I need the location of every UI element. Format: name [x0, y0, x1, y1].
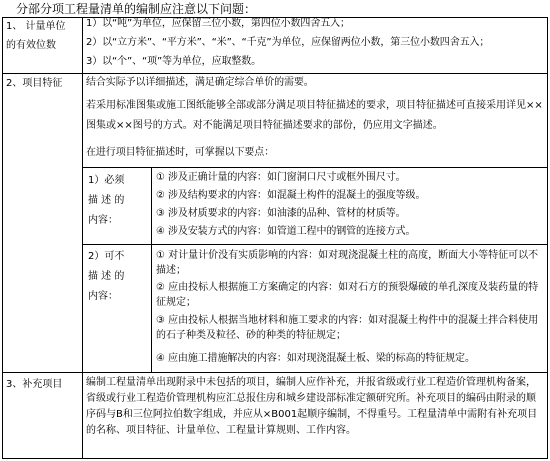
page-title: 分部分项工程量清单的编制应注意以下问题： [16, 2, 257, 16]
sub1-item-2: ② 涉及结构要求的内容：如混凝土构件的混凝土的强度等级。 [156, 190, 426, 201]
row-divider-2 [2, 372, 548, 373]
row1-item-3: 3）以“个”、“项”等为单位，应取整数。 [86, 56, 262, 67]
sub2-item-4: ④ 应由施工措施解决的内容：如对现浇混凝土板、梁的标高的特征规定。 [156, 353, 475, 364]
sub1-item-1: ① 涉及正确计量的内容：如门窗洞口尺寸或框外围尺寸。 [156, 172, 406, 183]
row3-label: 3、补充项目 [6, 379, 63, 390]
row1-label-line2: 的有效位数 [6, 40, 56, 51]
sub2-label-line3: 内容： [88, 291, 118, 302]
sub2-label-line2: 描 述 的 [88, 271, 125, 282]
row1-label-line1: 1、 计量单位 [6, 21, 66, 32]
sub1-label-line3: 内容： [88, 215, 118, 226]
row1-item-2: 2）以“立方米”、“平方米”、“米”、“千克”为单位，应保留两位小数，第三位小数四舍五入； [86, 37, 490, 48]
sub2-item-1: ① 对计量计价没有实质影响的内容：如对现浇混凝土柱的高度，断面大小等特征可以不描述； [156, 250, 539, 276]
sub1-label-line1: 1）必须 [88, 175, 125, 186]
label-column-divider [82, 17, 83, 459]
row2-label: 2、项目特征 [6, 78, 63, 89]
row2-paragraph: 若采用标准图集或施工图纸能够全部或部分满足项目特征描述的要求，项目特征描述可直接采用详见××图集或××图号的方式。对不能满足项目特征描述要求的部份，仍应用文字描述。 [86, 100, 543, 131]
sub1-label-line2: 描 述 的 [88, 195, 125, 206]
subtable-column-divider [151, 167, 152, 372]
sub2-item-2: ② 应由投标人根据施工方案确定的内容：如对石方的预裂爆破的单孔深度及装药量的特征规定； [156, 282, 539, 308]
row3-text: 编制工程量清单出现附录中未包括的项目，编制人应作补充，并报省级或行业工程造价管理机构备案，省级或行业工程造价管理机构应汇总报住房和城乡建设部标准定额研究所。补充项目的编码由附录的顺序码与B和三位阿拉伯数字组成，并应从×B001起顺序编制，不得重号。工程量清单中需附有补充项目的名称、项目特征、计量单位、工程量计算规则、工作内容。 [86, 377, 538, 436]
row2-intro: 结合实际予以详细描述，满足确定综合单价的需要。 [86, 77, 314, 88]
row1-item-1: 1）以“吨”为单位，应保留三位小数，第四位小数四舍五入； [86, 18, 350, 29]
sub2-label-line1: 2）可不 [88, 251, 125, 262]
sub1-item-4: ④ 涉及安装方式的内容：如管道工程中的钢管的连接方式。 [156, 226, 416, 237]
sub1-item-3: ③ 涉及材质要求的内容：如油漆的品种、管材的材质等。 [156, 208, 406, 219]
row-divider-1 [2, 73, 548, 74]
sub2-item-3: ③ 应由投标人根据当地材料和施工要求的内容：如对混凝土构件中的混凝土拌合料使用的石子种类及粒径、砂的种类的特征规定； [156, 315, 539, 341]
row2-paragraph-end: 在进行项目特征描述时，可掌握以下要点： [86, 147, 275, 158]
